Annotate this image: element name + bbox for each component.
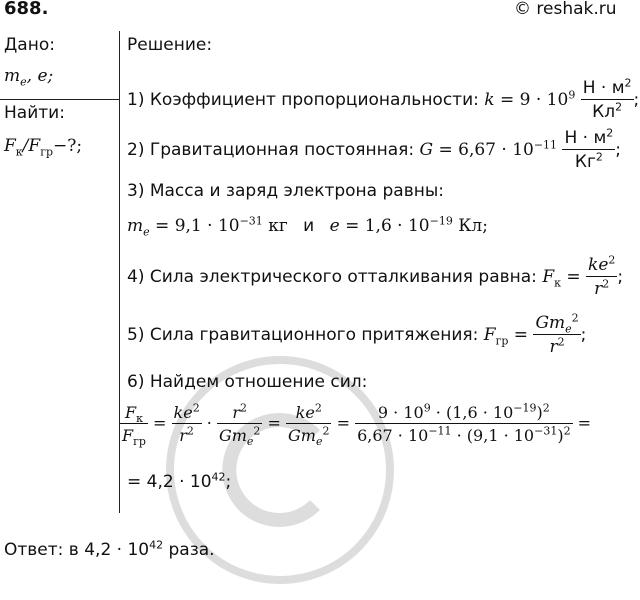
step-4-text: 4) Сила электрического отталкивания равна:: [127, 267, 537, 287]
g-unit-denominator: $Кг^2$: [574, 150, 603, 172]
find-expression: $F_к/F_{гр}-$?;: [4, 136, 83, 159]
find-title: Найти:: [4, 103, 65, 123]
g-unit-numerator: $Н \cdot м^2$: [564, 126, 614, 148]
gravity-numerator: $Gm_e^2$: [535, 311, 579, 336]
ratio-fraction-5: $\frac{9 \cdot 10^9 \cdot (1,6 \cdot 10^{-19})^2}{6,67 \cdot 10^{-11} \cdot (9,1 \cdot 10^{-31})^2}$: [357, 401, 571, 445]
gravity-denominator: $r^2$: [549, 335, 565, 357]
step-1-text: 1) Коэффициент пропорциональности:: [127, 90, 479, 110]
step-4-end: ;: [617, 267, 624, 287]
ratio-fraction-1: $\frac{F_к}{F_{гр}}$: [122, 403, 146, 449]
ratio-fraction-4: $\frac{ke^2}{Gm_e^2}$: [288, 401, 330, 449]
given-divider: [0, 99, 120, 100]
coulomb-fraction: [586, 255, 617, 299]
k-unit-numerator: $Н \cdot м^2$: [582, 76, 632, 98]
coulomb-denominator: $r^2$: [594, 277, 610, 299]
problem-number: 688.: [4, 0, 49, 19]
step-5-end: ;: [580, 325, 587, 345]
solution-title: Решение:: [127, 35, 213, 55]
answer: Ответ: в $4,2 \cdot 10^{42}$ раза.: [4, 538, 215, 560]
ratio-fraction-3: $\frac{r^2}{Gm_e^2}$: [218, 401, 261, 449]
k-unit-denominator: $Кл^2$: [592, 100, 623, 122]
step-2-text: 2) Гравитационная постоянная:: [127, 140, 415, 160]
step-1: [127, 78, 639, 122]
ratio-result: = $4,2 \cdot 10^{42}$;: [127, 470, 232, 492]
step-3-text: 3) Масса и заряд электрона равны:: [127, 181, 444, 201]
constant-g: $G = 6,67 \cdot 10^{-11}$: [419, 138, 558, 160]
gravity-force-lhs: $F_{гр}$ =: [483, 325, 529, 348]
g-unit-fraction: [562, 128, 615, 172]
coefficient-k: $k = 9 \cdot 10^9$: [484, 88, 576, 110]
step-2-end: ;: [615, 140, 622, 160]
given-quantities: $m_e$, e;: [4, 66, 54, 89]
ratio-fraction-2: $\frac{ke^2}{r^2}$: [173, 401, 200, 445]
and-word: и: [303, 216, 315, 236]
given-title: Дано:: [4, 35, 55, 55]
coulomb-numerator: $ke^2$: [588, 253, 616, 275]
step-5: [127, 313, 586, 357]
electron-charge: $e = 1,6 \cdot 10^{-19}$ Кл;: [329, 214, 488, 236]
step-5-text: 5) Сила гравитационного притяжения:: [127, 325, 479, 345]
step-6-text: 6) Найдем отношение сил:: [127, 372, 368, 392]
coulomb-force-lhs: $F_к$ =: [542, 267, 581, 290]
k-unit-fraction: [581, 78, 634, 122]
step-2: [127, 128, 621, 172]
site-credit[interactable]: © reshak.ru: [514, 0, 617, 19]
electron-mass: $m_e = 9,1 \cdot 10^{-31}$ кг: [127, 214, 288, 239]
gravity-fraction: [533, 313, 580, 357]
ratio-equation: $\frac{F_к}{F_{гр}}$ = $\frac{ke^2}{r^2}$ · $\frac{r^2}{Gm_e^2}$ = $\frac{ke^2}{Gm_e^2}$ = $\frac{9 \cdot 10^9 \cdot (1,6 \cdot 10^{-19})^2}{6,67 \cdot 10^{-11} \cdot (9,1 \cdot 10^{-31})^2}$ =: [122, 401, 592, 449]
step-1-end: ;: [633, 90, 640, 110]
step-4: [127, 255, 623, 299]
step-3-values: [127, 214, 488, 239]
